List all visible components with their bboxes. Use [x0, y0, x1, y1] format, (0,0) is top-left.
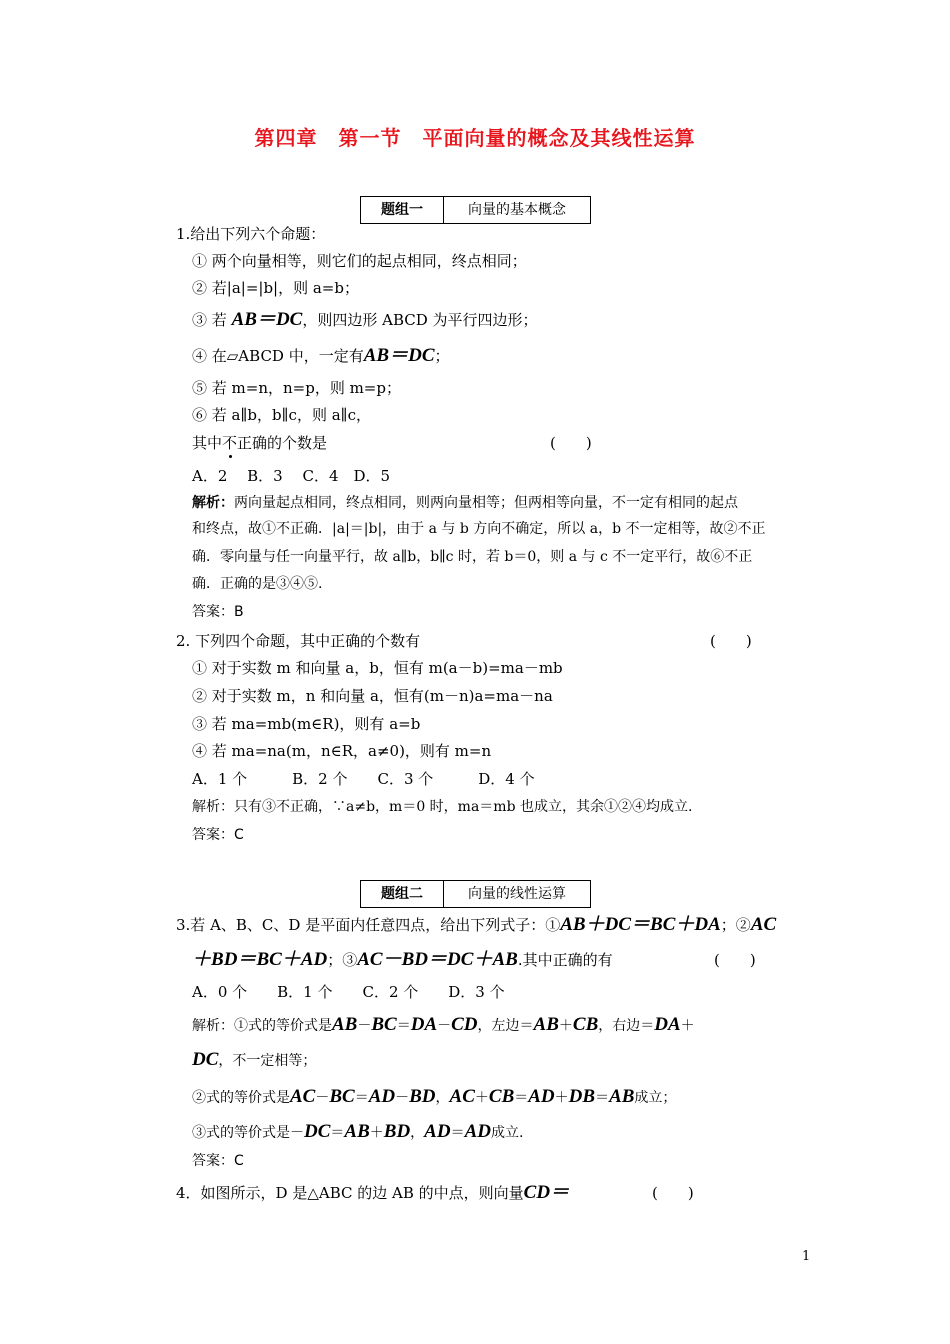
q3-analysis-3: [192, 1087, 676, 1108]
group-one-topic: 向量的基本概念: [468, 202, 566, 218]
q1-analysis-3: 确．零向量与任一向量平行，故 a∥b，b∥c 时，若 b＝0，则 a 与 c 不一定平行，故⑥不正: [192, 549, 753, 565]
vector-ab: AB: [363, 345, 390, 366]
q1-question-emph: 不: [222, 434, 238, 452]
vector-ad: AD: [424, 1121, 451, 1142]
q2-item-2: ② 对于实数 m，n 和向量 a，恒有(m－n)a=ma－na: [192, 687, 553, 705]
q1-item-3: [192, 310, 538, 330]
q4-stem-text: 4．如图所示，D 是△ABC 的边 AB 的中点，则向量: [176, 1184, 524, 1202]
vector-da: DA: [654, 1014, 681, 1035]
vector-cd: CD: [451, 1014, 478, 1035]
vector-dc: DC: [192, 1049, 219, 1070]
eq-sign: ＝: [631, 914, 651, 935]
comma: ，: [435, 1090, 450, 1106]
vector-ab: AB: [231, 309, 257, 330]
plus-sign: ＋: [192, 949, 212, 970]
vector-dc: DC: [408, 345, 435, 366]
q1-item-2: ② 若|a|=|b|，则 a=b；: [192, 279, 359, 297]
q1-analysis-2: 和终点，故①不正确．|a|＝|b|，由于 a 与 b 方向不确定，所以 a，b 不一定相等，故②不正: [192, 521, 766, 537]
vector-bc: BC: [650, 914, 676, 935]
q1-item-3-a: ③ 若: [192, 311, 227, 329]
q1-question: [192, 433, 327, 453]
q3-analysis-4: [192, 1122, 523, 1143]
plus-sign: ＋: [585, 914, 605, 935]
vector-ab: AB: [344, 1121, 370, 1142]
q1-question-b: 正确的个数是: [237, 434, 328, 452]
plus-sign: ＋: [281, 949, 301, 970]
q3-options: A．0 个 B．1 个 C．2 个 D．3 个: [192, 983, 505, 1001]
q3-analysis-left: ，左边＝: [477, 1018, 534, 1034]
q3-answer-paren: ( ): [714, 951, 756, 969]
q1-item-4: [192, 346, 450, 366]
eq-sign: ＝: [330, 1125, 345, 1141]
plus-sign: ＋: [558, 1018, 573, 1034]
vector-cb: CB: [488, 1086, 515, 1107]
vector-ab: AB: [533, 1014, 559, 1035]
q1-item-4-b: ；: [434, 347, 450, 365]
vector-bd: BD: [401, 949, 429, 970]
q3-answer: 答案：C: [192, 1153, 244, 1169]
q1-options: A．2 B．3 C．4 D．5: [192, 467, 391, 485]
q2-options: A．1 个 B．2 个 C．3 个 D．4 个: [192, 770, 535, 788]
comma: ，: [410, 1125, 425, 1141]
q3-stem-line-1: [176, 915, 776, 935]
q3-stem-tail: 其中正确的有: [522, 951, 613, 969]
eq-sign: ＝: [256, 309, 276, 330]
q3-analysis-text: 解析：①式的等价式是: [192, 1018, 332, 1034]
vector-dc: DC: [304, 1121, 331, 1142]
vector-ab: AB: [492, 949, 518, 970]
minus-sign: －: [395, 1090, 410, 1106]
group-two-header: [360, 880, 591, 908]
vector-cd: CD: [523, 1182, 551, 1203]
q3-analysis-eq2: ②式的等价式是: [192, 1090, 290, 1106]
vector-dc: DC: [604, 914, 631, 935]
q1-analysis-1: [192, 493, 738, 513]
vector-dc: DC: [275, 309, 303, 330]
vector-ac: AC: [290, 1086, 316, 1107]
page-number: 1: [802, 1249, 811, 1264]
separator: ；②: [720, 916, 751, 934]
q1-answer: 答案：B: [192, 604, 244, 620]
vector-ad: AD: [368, 1086, 396, 1107]
vector-bd: BD: [409, 1086, 436, 1107]
q1-answer-paren: ( ): [550, 434, 592, 452]
q2-item-4: ④ 若 ma=na(m，n∈R，a≠0)，则有 m=n: [192, 742, 492, 760]
eq-sign: ＝: [237, 949, 257, 970]
vector-ab: AB: [332, 1014, 358, 1035]
q3-analysis-not-equal: ，不一定相等；: [218, 1053, 317, 1069]
q2-analysis: 解析：只有③不正确，∵a≠b，m＝0 时，ma＝mb 也成立，其余①②④均成立.: [192, 799, 693, 815]
group-two-topic: 向量的线性运算: [468, 886, 566, 902]
separator: ；③: [327, 951, 358, 969]
q3-stem-line-2: [192, 950, 613, 970]
q3-analysis-holds: 成立.: [490, 1125, 524, 1141]
period: .: [517, 951, 523, 969]
eq-sign: ＝: [389, 345, 409, 366]
vector-cb: CB: [572, 1014, 599, 1035]
vector-bc: BC: [256, 949, 282, 970]
q1-analysis-label: 解析：: [192, 495, 234, 511]
q1-item-5: ⑤ 若 m=n，n=p，则 m=p；: [192, 379, 401, 397]
q2-answer: 答案：C: [192, 827, 244, 843]
eq-sign: ＝: [514, 1090, 529, 1106]
vector-ab: AB: [560, 914, 586, 935]
plus-sign: ＋: [675, 914, 695, 935]
eq-sign: ＝: [595, 1090, 610, 1106]
q2-item-3: ③ 若 ma=mb(m∈R)，则有 a=b: [192, 715, 421, 733]
vector-bd: BD: [383, 1121, 411, 1142]
vector-bc: BC: [371, 1014, 397, 1035]
page-title: 第四章 第一节 平面向量的概念及其线性运算: [254, 126, 696, 150]
q3-stem-text: 3.若 A、B、C、D 是平面内任意四点，给出下列式子：①: [176, 916, 561, 934]
q1-stem: 1.给出下列六个命题：: [176, 225, 326, 243]
vector-ab: AB: [609, 1086, 635, 1107]
q1-item-6: ⑥ 若 a∥b，b∥c，则 a∥c，: [192, 406, 371, 424]
vector-bc: BC: [329, 1086, 355, 1107]
group-one-label: 题组一: [361, 197, 444, 223]
eq-sign: ＝: [450, 1125, 465, 1141]
vector-bd: BD: [211, 949, 238, 970]
q2-answer-paren: ( ): [710, 632, 752, 650]
vector-ac: AC: [750, 914, 777, 935]
minus-sign: －: [382, 949, 402, 970]
eq-sign: ＝: [428, 949, 448, 970]
q2-stem: 2. 下列四个命题，其中正确的个数有: [176, 632, 421, 650]
q1-item-1: ① 两个向量相等，则它们的起点相同，终点相同；: [192, 252, 527, 270]
minus-sign: －: [357, 1018, 372, 1034]
eq-sign: ＝: [550, 1182, 570, 1203]
q1-item-4-a: ④ 在▱ABCD 中，一定有: [192, 347, 364, 365]
plus-sign: ＋: [473, 949, 493, 970]
vector-da: DA: [694, 914, 721, 935]
q3-analysis-1: [192, 1015, 695, 1036]
q1-item-3-b: ，则四边形 ABCD 为平行四边形；: [302, 311, 538, 329]
q4-answer-paren: ( ): [652, 1184, 694, 1202]
q1-analysis-text-1: 两向量起点相同，终点相同，则两向量相等；但两相等向量，不一定有相同的起点: [234, 495, 738, 511]
group-one-header: [360, 196, 591, 224]
vector-ac: AC: [449, 1086, 475, 1107]
plus-sign: ＋: [680, 1018, 695, 1034]
minus-sign: －: [437, 1018, 452, 1034]
plus-sign: ＋: [554, 1090, 569, 1106]
vector-dc: DC: [447, 949, 474, 970]
q3-analysis-2: [192, 1050, 316, 1071]
q3-analysis-eq3: ③式的等价式是－: [192, 1125, 304, 1141]
q1-question-a: 其中: [192, 434, 223, 452]
q3-analysis-holds: 成立；: [634, 1090, 677, 1106]
plus-sign: ＋: [369, 1125, 384, 1141]
vector-db: DB: [568, 1086, 596, 1107]
q1-analysis-4: 确．正确的是③④⑤.: [192, 576, 323, 592]
eq-sign: ＝: [354, 1090, 369, 1106]
q4-stem: [176, 1183, 569, 1203]
vector-ad: AD: [464, 1121, 491, 1142]
eq-sign: ＝: [396, 1018, 411, 1034]
minus-sign: －: [315, 1090, 330, 1106]
vector-ad: AD: [300, 949, 328, 970]
vector-ac: AC: [357, 949, 383, 970]
plus-sign: ＋: [474, 1090, 489, 1106]
vector-da: DA: [410, 1014, 438, 1035]
group-two-label: 题组二: [361, 881, 444, 907]
vector-ad: AD: [528, 1086, 555, 1107]
q2-item-1: ① 对于实数 m 和向量 a，b，恒有 m(a－b)=ma－mb: [192, 659, 563, 677]
q3-analysis-right: ，右边＝: [598, 1018, 655, 1034]
